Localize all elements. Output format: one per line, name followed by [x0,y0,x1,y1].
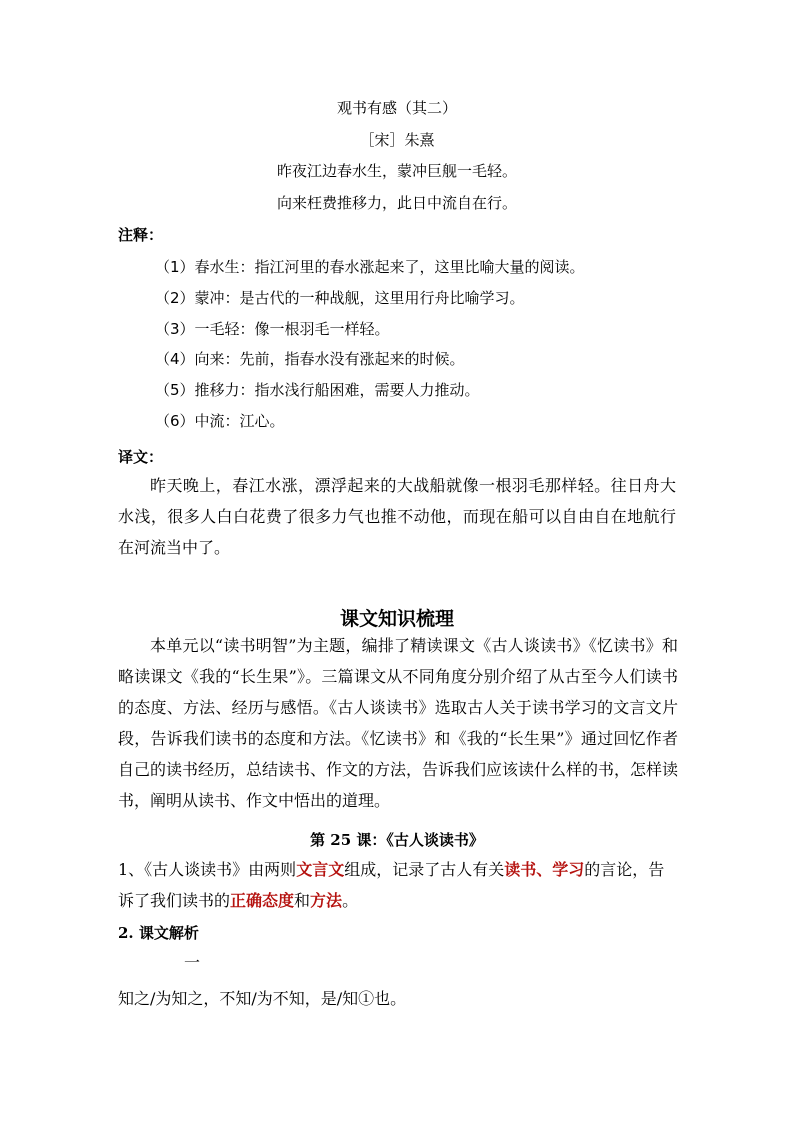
translation-text: 昨天晚上，春江水涨，漂浮起来的大战船就像一根羽毛那样轻。往日舟大水浅，很多人白白花费了很多力气也推不动他，而现在船可以自由自在地航行在河流当中了。 [118,476,676,557]
highlight-text: 方法 [310,891,343,910]
poem-line-1: 昨夜江边春水生，蒙冲巨舰一毛轻。 [276,162,517,180]
text-segment: 和 [294,891,311,910]
note-item: （5）推移力：指水浅行船困难，需要人力推动。 [155,381,480,399]
note-item: （1）春水生：指江河里的春水涨起来了，这里比喻大量的阅读。 [155,258,585,276]
poem-title: 观书有感（其二） [336,99,457,117]
text-segment: 组成，记录了古人有关 [344,860,505,879]
translation-heading: 译文： [118,448,164,466]
lesson-point-2: 2. 课文解析 [118,924,199,942]
classical-quote: 知之/为知之，不知/为不知，是/知①也。 [118,989,407,1008]
note-item: （3）一毛轻：像一根羽毛一样轻。 [155,320,390,338]
notes-heading: 注释： [118,226,164,244]
note-item: （6）中流：江心。 [155,412,285,430]
note-item: （2）蒙冲：是古代的一种战舰，这里用行舟比喻学习。 [155,289,525,307]
lesson-point-1 [118,854,678,916]
text-segment: 1、《古人谈读书》由两则 [118,860,297,879]
knowledge-intro: 本单元以“读书明智”为主题，编排了精读课文《古人谈读书》《忆读书》和略读课文《我的“长生果”》。三篇课文从不同角度分别介绍了从古至今人们读书的态度、方法、经历与感悟。《古人谈读书》选取古人关于读书学习的文言文片段，告诉我们读书的态度和方法。《忆读书》和《我的“长生果”》通过回忆作者自己的读书经历，总结读书、作文的方法，告诉我们应该读什么样的书，怎样读书，阐明从读书、作文中悟出的道理。 [118,636,679,810]
highlight-text: 文言文 [296,860,345,879]
section-mark: 一 [184,953,201,972]
highlight-text: 正确态度 [230,891,295,910]
highlight-text: 读书、学习 [504,860,585,879]
poem-line-2: 向来枉费推移力，此日中流自在行。 [276,194,517,212]
poem-author: ［宋］朱熹 [359,131,435,149]
lesson-title: 第 25 课：《古人谈读书》 [310,831,484,849]
note-item: （4）向来：先前，指春水没有涨起来的时候。 [155,350,465,368]
text-segment: 的言论，告诉了我们读书的 [118,860,665,910]
section-title: 课文知识梳理 [339,608,454,630]
text-segment: 。 [342,891,359,910]
